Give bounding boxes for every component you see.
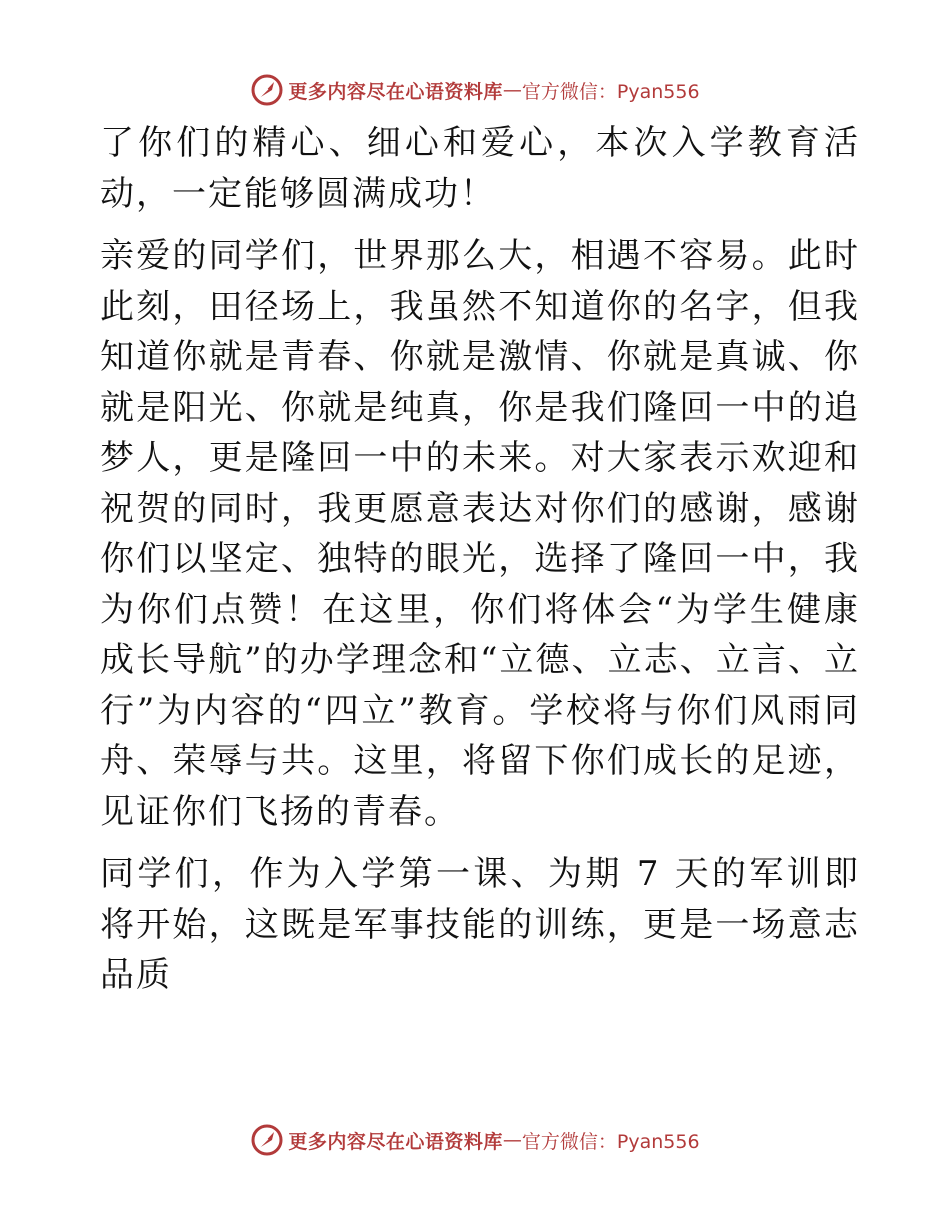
header-banner-contact: 官方微信：Pyan556 [521,80,700,103]
document-body [100,118,860,1011]
footer-banner-text: 更多内容尽在心语资料库 [288,1130,503,1153]
paragraph-1: 了你们的精心、细心和爱心，本次入学教育活动，一定能够圆满成功！ [100,123,860,214]
feather-logo-icon [250,73,284,107]
header-banner-separator: — [502,79,522,101]
paragraph-3: 同学们，作为入学第一课、为期 7 天的军训即将开始，这既是军事技能的训练，更是一场意志品质 [100,854,860,995]
feather-logo-icon [250,1123,284,1157]
footer-banner-separator: — [502,1129,522,1151]
footer-banner-contact: 官方微信：Pyan556 [521,1130,700,1153]
header-banner-text: 更多内容尽在心语资料库 [288,80,503,103]
paragraph-2: 亲爱的同学们，世界那么大，相遇不容易。此时此刻，田径场上，我虽然不知道你的名字，但我知道你就是青春、你就是激情、你就是真诚、你就是阳光、你就是纯真，你是我们隆回一中的追梦人，更是隆回一中的未来。对大家表示欢迎和祝贺的同时，我更愿意表达对你们的感谢，感谢你们以坚定、独特的眼光，选择了隆回一中，我为你们点赞！在这里，你们将体会“为学生健康成长导航”的办学理念和“立德、立志、立言、立行”为内容的“四立”教育。学校将与你们风雨同舟、荣辱与共。这里，将留下你们成长的足迹，见证你们飞扬的青春。 [100,236,860,832]
header-banner [0,70,950,110]
footer-banner [0,1120,950,1160]
